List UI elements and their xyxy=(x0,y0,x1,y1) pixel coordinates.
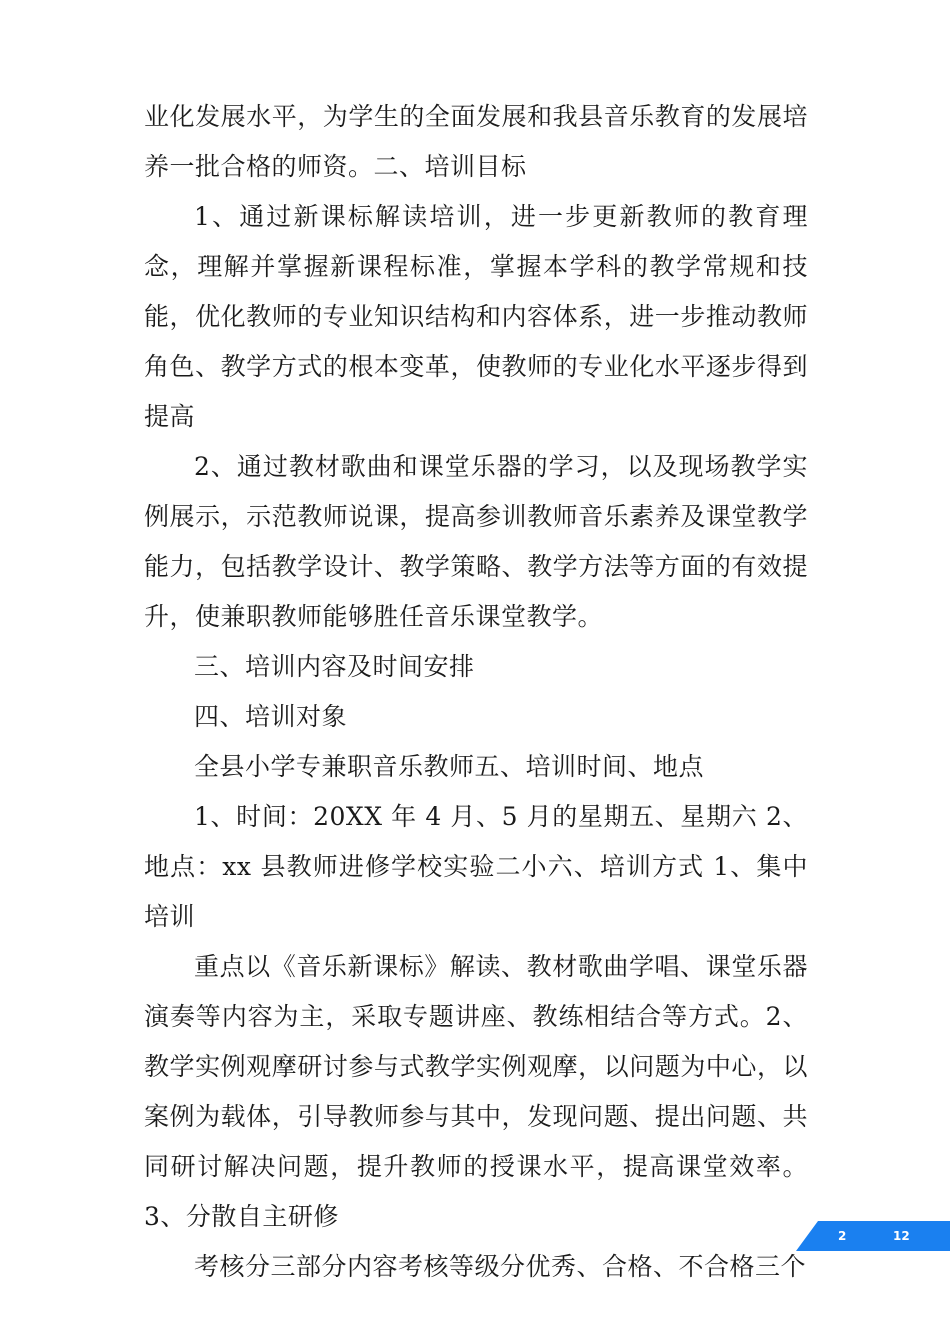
section-heading: 四、培训对象 xyxy=(194,702,348,731)
paragraph: 2、通过教材歌曲和课堂乐器的学习，以及现场教学实例展示，示范教师说课，提高参训教师音乐素养及课堂教学能力，包括教学设计、教学策略、教学方法等方面的有效提升，使兼职教师能够胜任音乐课堂教学。 xyxy=(144,452,808,631)
paragraph: 1、通过新课标解读培训，进一步更新教师的教育理念，理解并掌握新课程标准，掌握本学科的教学常规和技能，优化教师的专业知识结构和内容体系，进一步推动教师角色、教学方式的根本变革，使教师的专业化水平逐步得到提高 xyxy=(144,202,808,431)
page-current: 2 xyxy=(838,1229,847,1243)
paragraph: 1、时间：20XX 年 4 月、5 月的星期五、星期六 2、地点：xx 县教师进修学校实验二小六、培训方式 1、集中培训 xyxy=(144,802,808,931)
page-number-footer xyxy=(796,1221,950,1251)
document-body xyxy=(144,92,808,1292)
paragraph: 考核分三部分内容考核等级分优秀、合格、不合格三个 xyxy=(194,1252,807,1281)
footer-banner xyxy=(796,1221,950,1251)
paragraph: 重点以《音乐新课标》解读、教材歌曲学唱、课堂乐器演奏等内容为主，采取专题讲座、教练相结合等方式。2、教学实例观摩研讨参与式教学实例观摩，以问题为中心，以案例为载体，引导教师参与其中，发现问题、提出问题、共同研讨解决问题，提升教师的授课水平，提高课堂效率。3、分散自主研修 xyxy=(144,952,808,1231)
section-heading: 三、培训内容及时间安排 xyxy=(194,652,475,681)
paragraph: 全县小学专兼职音乐教师五、培训时间、地点 xyxy=(194,752,705,781)
page-total: 12 xyxy=(893,1229,910,1243)
paragraph: 业化发展水平，为学生的全面发展和我县音乐教育的发展培养一批合格的师资。二、培训目标 xyxy=(144,102,808,181)
